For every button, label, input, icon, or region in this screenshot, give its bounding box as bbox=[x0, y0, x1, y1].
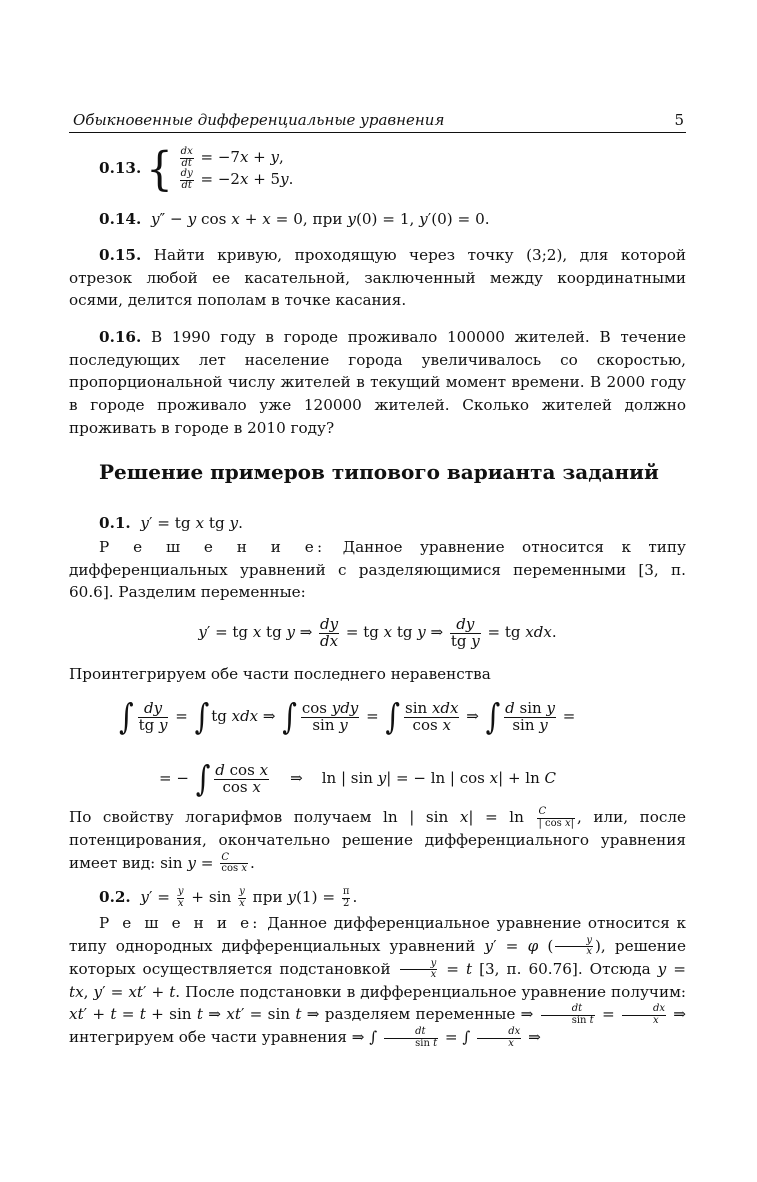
integrate-text: Проинтегрируем обе части последнего неравенства bbox=[69, 665, 491, 683]
exercise-text: В 1990 году в городе проживало 100000 жителей. В течение последующих лет население города увеличивалось со скоростью, пропорциональной числу жителей в текущий момент времени. В 2000 году в городе проживало уже 120000 жителей. Сколько жителей должно проживать в городе в 2010 году? bbox=[69, 328, 687, 437]
integral-formula-1: ∫ $\frac{dy}{\text{tg y}}$ = ∫ tg xdx ⇒ ∫ $\frac{\text{cos ydy}}{\text{sin y}}$ = ∫ $\frac{\text{sin xdx}}{\text{cos x}}$ ⇒ ∫ $\frac{\text{d sin y}}{\text{sin y}}$ = bbox=[119, 695, 576, 737]
solution-word: Р е ш е н и е: bbox=[99, 538, 326, 556]
solution-word: Р е ш е н и е: bbox=[99, 914, 261, 932]
exercise-label: 0.15. bbox=[99, 246, 142, 264]
separation-formula: y′ = tg x tg y ⇒ $\frac{dy}{dx}$ = tg x tg y ⇒ $\frac{dy}{\text{tg y}}$ = tg xdx. bbox=[198, 614, 557, 650]
section-heading: Решение примеров типового варианта заданий bbox=[99, 460, 659, 484]
initial-conditions: y(0) = 1, y′(0) = 0. bbox=[347, 210, 490, 228]
running-header-title: Обыкновенные дифференциальные уравнения bbox=[73, 111, 445, 129]
exercise-0-14: 0.14. y″ − y cos x + x = 0, при y(0) = 1, y′(0) = 0. bbox=[99, 210, 490, 228]
solution-0-2-title: 0.2. y′ = $\frac{y}{x}$ + sin $\frac{y}{x}$ при y(1) = $\frac{\pi}{2}$ . bbox=[99, 886, 358, 909]
equation: y′ = $\frac{y}{x}$ + sin $\frac{y}{x}$ bbox=[140, 886, 245, 909]
equation-system: $\frac{dx}{dt}$ = −7x + y, $\frac{dy}{dt}$ = −2x + 5y. bbox=[180, 146, 294, 191]
log-property-text: По свойству логарифмов получаем ln | sin x| = ln $\frac{C}{\text{| cos x|}}$ , или, после потенцирования, окончательно решение дифференциального уравнения имеет вид: sin y = $\frac{C}{\text{cos x}}$ . bbox=[69, 806, 686, 875]
exercise-0-15 bbox=[69, 244, 686, 312]
solution-0-1-text bbox=[69, 536, 686, 604]
exercise-label: 0.13. bbox=[99, 159, 142, 177]
example-label: 0.2. bbox=[99, 888, 131, 906]
running-header bbox=[69, 110, 686, 133]
system-brace: { bbox=[146, 141, 173, 196]
initial-condition: y(1) = $\frac{\pi}{2}$ . bbox=[287, 886, 358, 909]
integral-formula-2: = − ∫ $\frac{\text{d cos x}}{\text{cos x}}$ ⇒ ln | sin y| = − ln | cos x| + ln C bbox=[159, 757, 556, 799]
exercise-label: 0.14. bbox=[99, 210, 142, 228]
exercise-0-13 bbox=[99, 141, 716, 196]
book-page bbox=[69, 0, 686, 1182]
solution-text: Данное уравнение относится к типу дифференциальных уравнений с разделяющимися переменными [3, п. 60.6]. Разделим переменные: bbox=[69, 538, 686, 602]
exercise-label: 0.16. bbox=[99, 328, 142, 346]
equation: y′ = tg x tg y. bbox=[140, 514, 243, 532]
equation: y″ − y cos x + x = 0, bbox=[150, 210, 313, 228]
solution-0-1-title bbox=[99, 512, 716, 535]
solution-0-2-text: Р е ш е н и е: Данное дифференциальное уравнение относится к типу однородных дифференциальных уравнений y′ = φ ( $\frac{y}{x}$ ), решение которых осуществляется подстановкой $\frac{y}{x}$ = t [3, п. 60.76]. Отсюда y = tx, y′ = xt′ + t. После подстановки в дифференциальное уравнение получим: xt′ + t = t + sin t ⇒ xt′ = sin t ⇒ разделяем переменные ⇒ $\frac{dt}{\text{sin t}}$ = $\frac{dx}{x}$ ⇒ интегрируем обе части уравнения ⇒ ∫ $\frac{dt}{\text{sin t}}$ = ∫ $\frac{dx}{x}$ ⇒ bbox=[69, 914, 686, 1049]
example-label: 0.1. bbox=[99, 514, 131, 532]
exercise-text: Найти кривую, проходящую через точку (3;2), для которой отрезок любой ее касательной, заключенный между координатными осями, делится пополам в точке касания. bbox=[69, 246, 686, 310]
exercise-0-16 bbox=[69, 326, 686, 440]
page-number: 5 bbox=[674, 111, 684, 129]
